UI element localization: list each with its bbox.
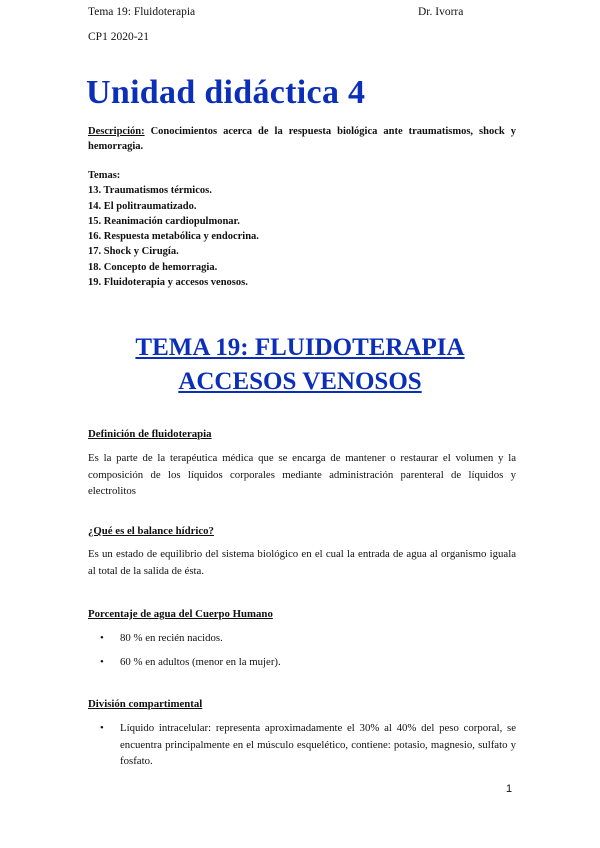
tema-item: 14. El politraumatizado. [88,200,197,212]
header-topic: Tema 19: Fluidoterapia [88,6,196,18]
list-item [100,630,516,646]
tema-title-line2: ACCESOS VENOSOS [178,368,422,395]
porcentaje-list [100,630,516,678]
tema-item: 13. Traumatismos térmicos. [88,185,212,197]
bullet-icon: • [100,656,104,668]
balance-heading: ¿Qué es el balance hídrico? [88,525,214,537]
tema-item: 15. Reanimación cardiopulmonar. [88,215,240,227]
porcentaje-heading: Porcentaje de agua del Cuerpo Humano [88,608,273,620]
temas-list [88,183,518,290]
list-item-text: Líquido intracelular: representa aproximadamente el 30% al 40% del peso corporal, se encuentra principalmente en el músculo esquelético, contiene: potasio, magnesio, sulfato y fosfato. [120,722,516,767]
header-author: Dr. Ivorra [418,6,464,18]
tema-item: 17. Shock y Cirugía. [88,246,179,258]
list-item-text: 80 % en recién nacidos. [120,632,223,644]
bullet-icon: • [100,632,104,644]
unit-description [88,124,516,154]
list-item [100,720,516,770]
page-number: 1 [506,783,513,795]
tema-item: 19. Fluidoterapia y accesos venosos. [88,277,248,289]
division-heading: División compartimental [88,698,203,710]
description-text: Conocimientos acerca de la respuesta biológica ante traumatismos, shock y hemorragia. [88,126,516,152]
list-item [100,654,516,670]
temas-label: Temas: [88,170,121,181]
tema-item: 18. Concepto de hemorragia. [88,261,218,273]
unit-title: Unidad didáctica 4 [86,74,366,111]
tema-item: 16. Respuesta metabólica y endocrina. [88,231,259,243]
balance-paragraph: Es un estado de equilibrio del sistema biológico en el cual la entrada de agua al organismo iguala al total de la salida de ésta. [88,548,516,577]
bullet-icon: • [100,722,104,734]
tema-title-line1: TEMA 19: FLUIDOTERAPIA [135,334,465,361]
description-label: Descripción: [88,126,145,137]
temas-block [88,168,518,290]
definicion-paragraph: Es la parte de la terapéutica médica que se encarga de mantener o restaurar el volumen y la composición de los líquidos corporales mediante administración parenteral de líquidos y electrolitos [88,452,516,497]
header-course: CP1 2020-21 [88,31,150,43]
definicion-heading: Definición de fluidoterapia [88,428,212,440]
division-list [100,720,516,770]
list-item-text: 60 % en adultos (menor en la mujer). [120,656,281,668]
